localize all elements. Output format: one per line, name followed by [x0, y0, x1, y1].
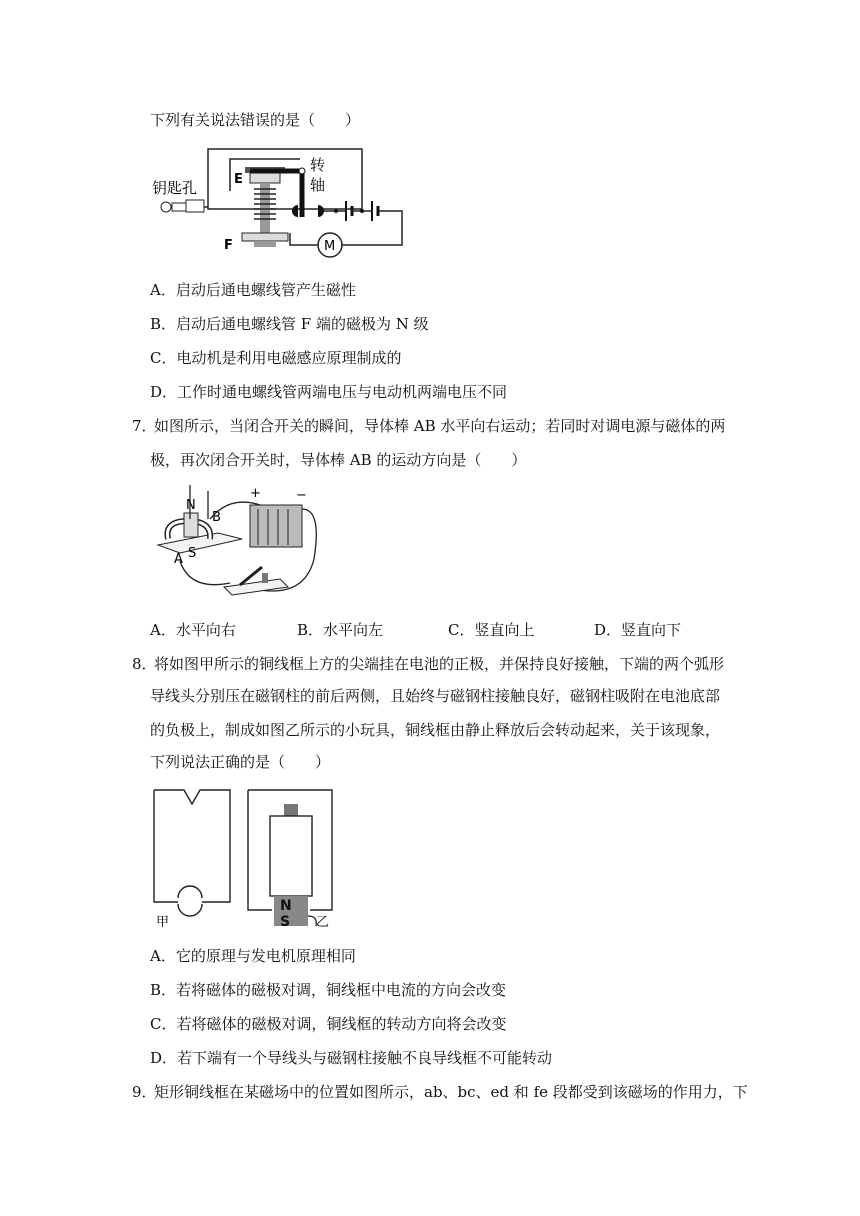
q7-option-d: D．竖直向下	[594, 621, 682, 639]
q7-minus-label: −	[296, 488, 307, 503]
q6-keyhole-label: 钥匙孔	[152, 179, 198, 197]
q6-option-d: D．工作时通电螺线管两端电压与电动机两端电压不同	[150, 383, 508, 401]
q7-stem-line1: 如图所示，当闭合开关的瞬间，导体棒 AB 水平向右运动；若同时对调电源与磁体的两	[154, 417, 726, 435]
q6-option-b: B．启动后通电螺线管 F 端的磁极为 N 级	[150, 315, 429, 333]
q9-number: 9．	[132, 1083, 157, 1101]
q8-figure-homopolar-motor	[150, 786, 340, 934]
q7-plus-label: +	[250, 486, 261, 501]
q8-stem-line4: 下列说法正确的是（ ）	[150, 753, 331, 771]
q7-option-b: B．水平向左	[297, 621, 384, 639]
q7-option-c: C．竖直向上	[448, 621, 535, 639]
q6-option-a: A．启动后通电螺线管产生磁性	[150, 281, 356, 299]
q7-n-label: N	[186, 498, 196, 513]
q7-b-label: B	[212, 510, 221, 525]
q6-e-label: E	[234, 172, 243, 187]
q7-stem-line2: 极，再次闭合开关时，导体棒 AB 的运动方向是（ ）	[150, 451, 527, 469]
q7-option-a: A．水平向右	[150, 621, 236, 639]
q8-number: 8．	[132, 655, 157, 673]
q7-s-label: S	[188, 546, 197, 561]
q8-s-label: S	[280, 914, 291, 930]
q7-a-label: A	[174, 552, 183, 567]
q8-option-c: C．若将磁体的磁极对调，铜线框的转动方向将会改变	[150, 1015, 507, 1033]
q7-figure-motor-experiment	[150, 483, 330, 608]
q6-figure-electromagnetic-relay	[150, 145, 410, 255]
q8-option-b: B．若将磁体的磁极对调，铜线框中电流的方向会改变	[150, 981, 507, 999]
q8-n-label: N	[280, 898, 292, 914]
q8-stem-line2: 导线头分别压在磁钢柱的前后两侧，且始终与磁钢柱接触良好，磁钢柱吸附在电池底部	[150, 687, 721, 705]
q6-stem-tail: 下列有关说法错误的是（ ）	[150, 111, 361, 129]
q8-option-a: A．它的原理与发电机原理相同	[150, 947, 356, 965]
q6-zhou-label: 轴	[310, 176, 326, 194]
q9-stem-line1: 矩形铜线框在某磁场中的位置如图所示，ab、bc、ed 和 fe 段都受到该磁场的作用力，下	[154, 1083, 748, 1101]
q6-f-label: F	[224, 238, 233, 253]
q6-motor-label: M	[324, 239, 336, 254]
q8-stem-line1: 将如图甲所示的铜线框上方的尖端挂在电池的正极，并保持良好接触，下端的两个弧形	[154, 655, 725, 673]
q8-stem-line3: 的负极上，制成如图乙所示的小玩具，铜线框由静止释放后会转动起来，关于该现象，	[150, 721, 721, 739]
q8-yi-label: 乙	[316, 915, 330, 930]
q7-number: 7．	[132, 417, 157, 435]
q8-jia-label: 甲	[156, 915, 170, 930]
q8-option-d: D．若下端有一个导线头与磁钢柱接触不良导线框不可能转动	[150, 1049, 553, 1067]
q6-zhuan-label: 转	[310, 156, 326, 174]
q6-option-c: C．电动机是利用电磁感应原理制成的	[150, 349, 402, 367]
